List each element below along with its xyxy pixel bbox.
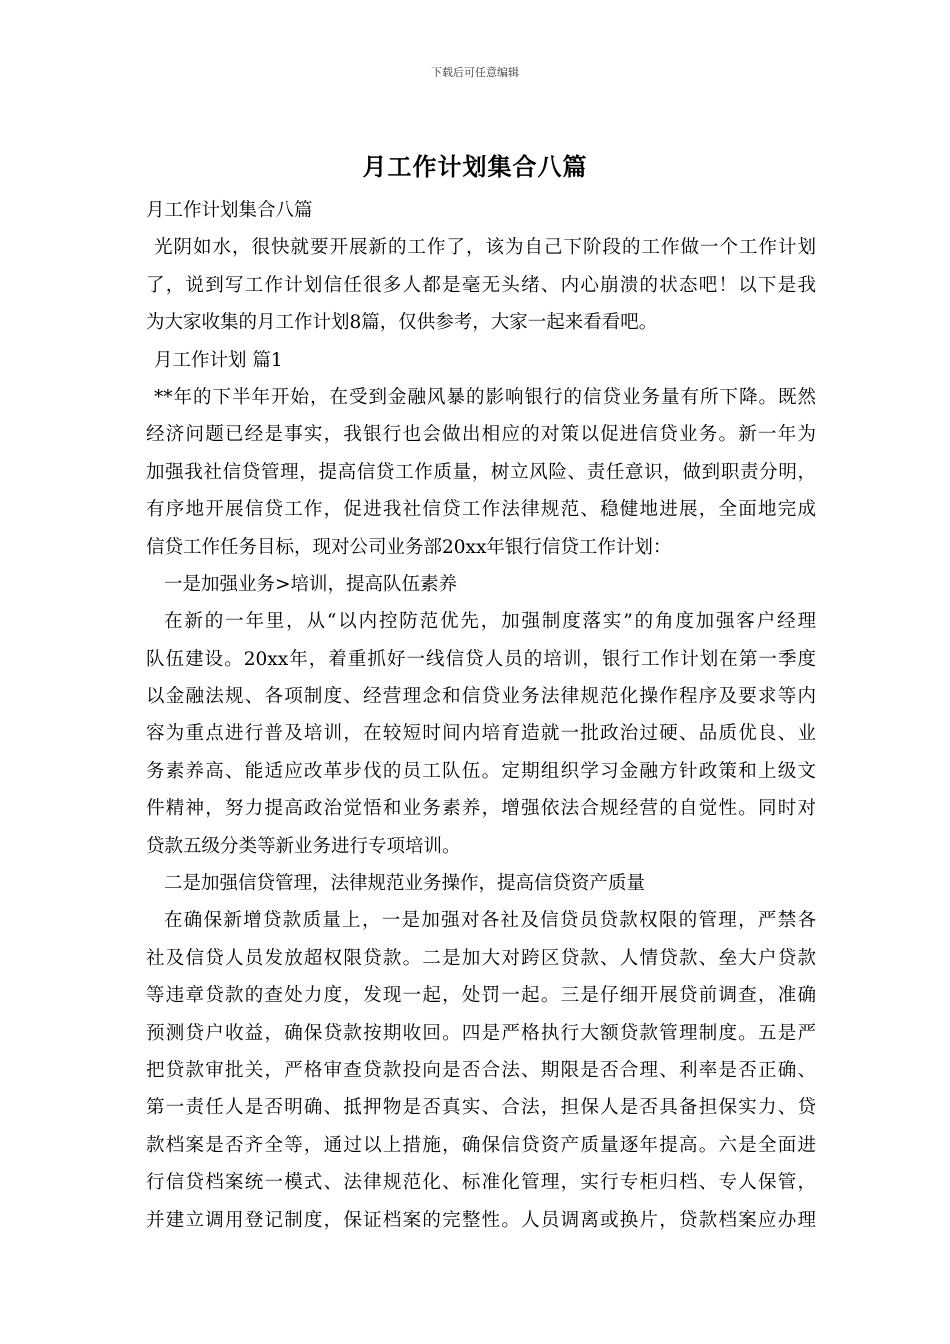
paragraph-line: 把贷款审批关，严格审查贷款投向是否合法、期限是否合理、利率是否正确、 [146,1059,816,1081]
paragraph-line: 光阴如水，很快就要开展新的工作了，该为自己下阶段的工作做一个工作计划 [154,237,816,259]
subtitle-line: 月工作计划集合八篇 [146,200,313,221]
paragraph-line: 预测贷户收益，确保贷款按期收回。四是严格执行大额贷款管理制度。五是严 [146,1022,816,1044]
paragraph-line: 经济问题已经是事实，我银行也会做出相应的对策以促进信贷业务。新一年为 [146,424,816,446]
paragraph-line: 并建立调用登记制度，保证档案的完整性。人员调离或换片，贷款档案应办理 [146,1209,816,1231]
document-body [146,192,816,1239]
paragraph-line: 在确保新增贷款质量上，一是加强对各社及信贷员贷款权限的管理，严禁各 [164,910,816,932]
paragraph-line: 件精神，努力提高政治觉悟和业务素养，增强依法合规经营的自觉性。同时对 [146,798,816,820]
paragraph-line: 了，说到写工作计划信任很多人都是毫无头绪、内心崩溃的状态吧！以下是我 [146,274,816,296]
paragraph-line: 信贷工作任务目标，现对公司业务部20xx年银行信贷工作计划： [146,536,672,558]
paragraph-line: 队伍建设。20xx年，着重抓好一线信贷人员的培训，银行工作计划在第一季度 [146,648,816,670]
subheading-line: 一是加强业务>培训，提高队伍素养 [164,573,458,595]
paragraph-line: 在新的一年里，从“以内控防范优先，加强制度落实”的角度加强客户经理 [164,611,816,633]
paragraph-line: 加强我社信贷管理，提高信贷工作质量，树立风险、责任意识，做到职责分明， [146,461,816,483]
paragraph-line: 贷款五级分类等新业务进行专项培训。 [146,835,461,857]
paragraph-line: 第一责任人是否明确、抵押物是否真实、合法，担保人是否具备担保实力、贷 [146,1097,816,1119]
paragraph-line: 等违章贷款的查处力度，发现一起，处罚一起。三是仔细开展贷前调查，准确 [146,985,816,1007]
page-header-note: 下载后可任意编辑 [431,66,519,79]
paragraph-line: 有序地开展信贷工作，促进我社信贷工作法律规范、稳健地进展，全面地完成 [146,499,816,521]
section-heading: 月工作计划 篇1 [154,349,283,371]
paragraph-line: 以金融法规、各项制度、经营理念和信贷业务法律规范化操作程序及要求等内 [146,686,816,708]
document-title: 月工作计划集合八篇 [362,152,588,181]
subheading-line: 二是加强信贷管理，法律规范业务操作，提高信贷资产质量 [164,873,646,895]
paragraph-line: 行信贷档案统一模式、法律规范化、标准化管理，实行专柜归档、专人保管， [146,1172,816,1194]
paragraph-line: 务素养高、能适应改革步伐的员工队伍。定期组织学习金融方针政策和上级文 [146,760,816,782]
paragraph-line: 社及信贷人员发放超权限贷款。二是加大对跨区贷款、人情贷款、垒大户贷款 [146,947,816,969]
paragraph-line: **年的下半年开始，在受到金融风暴的影响银行的信贷业务量有所下降。既然 [154,386,816,408]
paragraph-line: 容为重点进行普及培训，在较短时间内培育造就一批政治过硬、品质优良、业 [146,723,816,745]
paragraph-line: 款档案是否齐全等，通过以上措施，确保信贷资产质量逐年提高。六是全面进 [146,1134,816,1156]
paragraph-line: 为大家收集的月工作计划8篇，仅供参考，大家一起来看看吧。 [146,312,658,334]
